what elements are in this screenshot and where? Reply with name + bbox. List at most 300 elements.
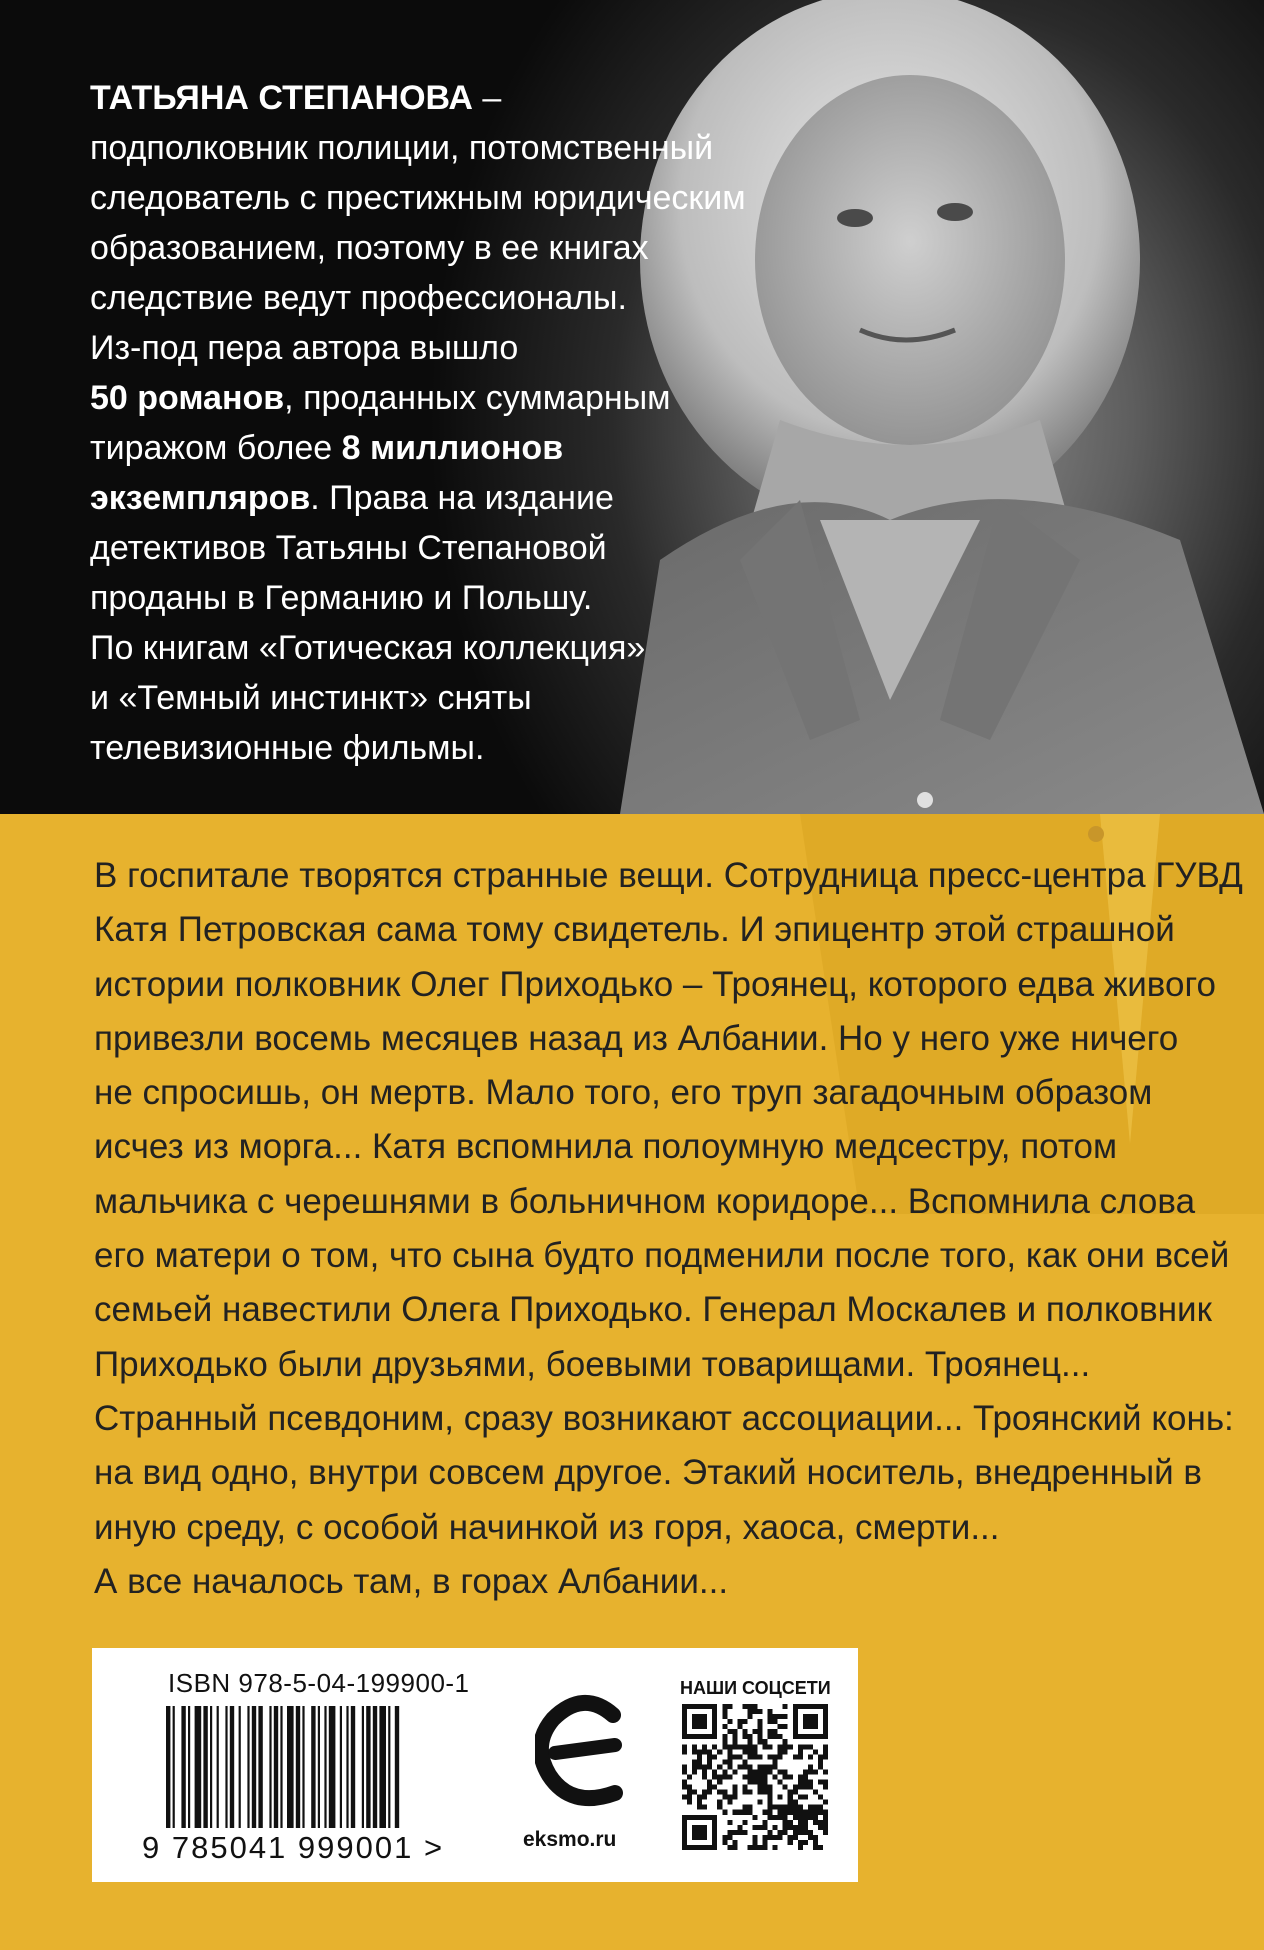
qr-module <box>798 1774 803 1779</box>
qr-module <box>697 1835 702 1840</box>
barcode-bar <box>217 1706 219 1828</box>
qr-module <box>687 1704 692 1709</box>
qr-module <box>752 1825 757 1830</box>
qr-module <box>823 1734 828 1739</box>
qr-module <box>758 1729 763 1734</box>
qr-module <box>803 1820 808 1825</box>
qr-module <box>768 1729 773 1734</box>
qr-module <box>763 1820 768 1825</box>
qr-module <box>697 1845 702 1850</box>
qr-module <box>702 1734 707 1739</box>
qr-module <box>697 1795 702 1800</box>
qr-module <box>823 1724 828 1729</box>
qr-module <box>758 1790 763 1795</box>
qr-module <box>682 1724 687 1729</box>
qr-module <box>813 1835 818 1840</box>
qr-module <box>758 1785 763 1790</box>
qr-module <box>808 1734 813 1739</box>
qr-module <box>798 1744 803 1749</box>
qr-module <box>808 1780 813 1785</box>
qr-module <box>707 1754 712 1759</box>
qr-module <box>722 1810 727 1815</box>
bio-line-rights: экземпляров. Права на издание <box>90 479 614 517</box>
qr-module <box>707 1734 712 1739</box>
qr-module <box>778 1769 783 1774</box>
qr-module <box>778 1810 783 1815</box>
bio-line: детективов Татьяны Степановой <box>90 529 607 567</box>
description-line: не спросишь, он мертв. Мало того, его труп загадочным образом <box>94 1073 1153 1113</box>
qr-module <box>763 1840 768 1845</box>
qr-module <box>798 1785 803 1790</box>
qr-module <box>682 1744 687 1749</box>
qr-module <box>682 1780 687 1785</box>
qr-module <box>707 1764 712 1769</box>
qr-module <box>687 1790 692 1795</box>
qr-module <box>763 1744 768 1749</box>
qr-module <box>722 1704 727 1709</box>
qr-module <box>808 1810 813 1815</box>
qr-module <box>707 1749 712 1754</box>
qr-module <box>778 1830 783 1835</box>
qr-module <box>692 1714 697 1719</box>
barcode-digits: 9 785041 999001 > <box>142 1830 445 1865</box>
qr-module <box>717 1780 722 1785</box>
qr-module <box>697 1734 702 1739</box>
qr-module <box>727 1820 732 1825</box>
description-line: Приходько были друзьями, боевыми товарищами. Троянец... <box>94 1344 1091 1384</box>
barcode-bar <box>379 1706 386 1828</box>
barcode-bar <box>366 1706 370 1828</box>
qr-module <box>803 1719 808 1724</box>
qr-module <box>722 1835 727 1840</box>
qr-module <box>727 1764 732 1769</box>
qr-module <box>747 1704 752 1709</box>
qr-module <box>692 1734 697 1739</box>
qr-module <box>773 1719 778 1724</box>
social-label: НАШИ СОЦСЕТИ <box>680 1678 831 1698</box>
qr-module <box>768 1764 773 1769</box>
qr-module <box>742 1810 747 1815</box>
qr-module <box>712 1815 717 1820</box>
qr-module <box>783 1774 788 1779</box>
qr-module <box>717 1800 722 1805</box>
qr-module <box>687 1815 692 1820</box>
qr-module <box>742 1790 747 1795</box>
qr-module <box>727 1704 732 1709</box>
qr-module <box>692 1704 697 1709</box>
qr-module <box>747 1749 752 1754</box>
qr-module <box>793 1785 798 1790</box>
qr-module <box>783 1820 788 1825</box>
qr-module <box>768 1815 773 1820</box>
qr-module <box>692 1724 697 1729</box>
qr-module <box>793 1815 798 1820</box>
qr-module <box>818 1820 823 1825</box>
qr-module <box>697 1719 702 1724</box>
qr-module <box>798 1795 803 1800</box>
qr-module <box>697 1749 702 1754</box>
qr-module <box>732 1810 737 1815</box>
qr-module <box>682 1830 687 1835</box>
barcode-bar <box>230 1706 234 1828</box>
qr-module <box>758 1774 763 1779</box>
qr-module <box>742 1719 747 1724</box>
qr-module <box>783 1724 788 1729</box>
qr-module <box>803 1724 808 1729</box>
qr-module <box>732 1830 737 1835</box>
qr-module <box>793 1719 798 1724</box>
bio-line-novels: 50 романов, проданных суммарным <box>90 379 671 417</box>
qr-module <box>722 1769 727 1774</box>
qr-module <box>773 1714 778 1719</box>
qr-module <box>722 1724 727 1729</box>
qr-module <box>742 1785 747 1790</box>
qr-module <box>752 1749 757 1754</box>
qr-module <box>763 1774 768 1779</box>
qr-module <box>732 1795 737 1800</box>
bio-line: По книгам «Готическая коллекция» <box>90 629 646 667</box>
author-name: ТАТЬЯНА СТЕПАНОВА <box>90 79 473 117</box>
qr-module <box>788 1790 793 1795</box>
bio-line: телевизионные фильмы. <box>90 729 485 767</box>
qr-module <box>798 1810 803 1815</box>
qr-module <box>692 1845 697 1850</box>
qr-module <box>778 1815 783 1820</box>
qr-module <box>687 1734 692 1739</box>
barcode-bar <box>329 1706 336 1828</box>
qr-module <box>682 1719 687 1724</box>
qr-module <box>687 1774 692 1779</box>
qr-module <box>722 1795 727 1800</box>
qr-module <box>818 1805 823 1810</box>
qr-module <box>798 1780 803 1785</box>
qr-module <box>727 1795 732 1800</box>
qr-module <box>803 1769 808 1774</box>
qr-module <box>742 1830 747 1835</box>
qr-module <box>732 1845 737 1850</box>
description-line: исчез из морга... Катя вспомнила полоумную медсестру, потом <box>94 1127 1118 1167</box>
qr-module <box>763 1739 768 1744</box>
qr-module <box>752 1840 757 1845</box>
description-line: истории полковник Олег Приходько – Троянец, которого едва живого <box>94 964 1216 1004</box>
qr-module <box>727 1719 732 1724</box>
qr-module <box>783 1830 788 1835</box>
qr-module <box>742 1820 747 1825</box>
barcode-bar <box>274 1706 278 1828</box>
qr-module <box>697 1714 702 1719</box>
qr-module <box>768 1800 773 1805</box>
qr-module <box>803 1704 808 1709</box>
qr-module <box>788 1795 793 1800</box>
qr-module <box>697 1830 702 1835</box>
qr-module <box>732 1769 737 1774</box>
qr-module <box>783 1749 788 1754</box>
author-bio <box>90 73 750 773</box>
qr-module <box>773 1845 778 1850</box>
qr-module <box>752 1845 757 1850</box>
qr-module <box>818 1759 823 1764</box>
qr-module <box>702 1815 707 1820</box>
qr-module <box>803 1774 808 1779</box>
barcode-bar <box>362 1706 364 1828</box>
qr-module <box>687 1785 692 1790</box>
qr-module <box>778 1805 783 1810</box>
qr-module <box>702 1790 707 1795</box>
qr-module <box>798 1734 803 1739</box>
qr-module <box>752 1754 757 1759</box>
barcode-bar <box>318 1706 320 1828</box>
qr-module <box>803 1785 808 1790</box>
qr-module <box>737 1744 742 1749</box>
qr-module <box>783 1704 788 1709</box>
qr-module <box>682 1845 687 1850</box>
qr-module <box>773 1825 778 1830</box>
qr-module <box>727 1754 732 1759</box>
qr-module <box>747 1845 752 1850</box>
barcode-icon <box>164 1706 474 1828</box>
qr-module <box>773 1734 778 1739</box>
qr-module <box>788 1810 793 1815</box>
qr-module <box>778 1714 783 1719</box>
qr-module <box>737 1810 742 1815</box>
qr-module <box>692 1764 697 1769</box>
qr-module <box>808 1785 813 1790</box>
qr-module <box>823 1825 828 1830</box>
qr-module <box>702 1764 707 1769</box>
barcode-bar <box>351 1706 355 1828</box>
qr-module <box>768 1790 773 1795</box>
qr-module <box>712 1825 717 1830</box>
barcode-bar <box>258 1706 262 1828</box>
qr-module <box>727 1800 732 1805</box>
qr-module <box>722 1709 727 1714</box>
qr-module <box>793 1714 798 1719</box>
qr-module <box>752 1780 757 1785</box>
qr-module <box>808 1764 813 1769</box>
qr-module <box>773 1754 778 1759</box>
qr-module <box>773 1764 778 1769</box>
barcode-bar <box>166 1706 170 1828</box>
qr-module <box>783 1714 788 1719</box>
qr-module <box>803 1714 808 1719</box>
qr-module <box>692 1815 697 1820</box>
qr-module <box>692 1744 697 1749</box>
qr-module <box>763 1790 768 1795</box>
qr-module <box>813 1769 818 1774</box>
qr-module <box>793 1800 798 1805</box>
qr-module <box>763 1825 768 1830</box>
qr-module <box>717 1805 722 1810</box>
qr-module <box>783 1769 788 1774</box>
qr-module <box>707 1780 712 1785</box>
qr-module <box>692 1759 697 1764</box>
qr-module <box>712 1785 717 1790</box>
qr-module <box>808 1754 813 1759</box>
qr-module <box>823 1810 828 1815</box>
qr-module <box>768 1769 773 1774</box>
qr-module <box>788 1835 793 1840</box>
qr-module <box>793 1729 798 1734</box>
qr-module <box>742 1759 747 1764</box>
qr-module <box>788 1825 793 1830</box>
qr-module <box>722 1759 727 1764</box>
qr-module <box>758 1724 763 1729</box>
qr-module <box>702 1744 707 1749</box>
qr-module <box>742 1744 747 1749</box>
qr-module <box>758 1769 763 1774</box>
qr-module <box>687 1800 692 1805</box>
qr-module <box>737 1764 742 1769</box>
qr-module <box>758 1709 763 1714</box>
qr-module <box>813 1714 818 1719</box>
qr-module <box>727 1830 732 1835</box>
barcode-bar <box>252 1706 256 1828</box>
qr-module <box>697 1825 702 1830</box>
qr-module <box>763 1764 768 1769</box>
qr-module <box>682 1835 687 1840</box>
qr-module <box>798 1820 803 1825</box>
qr-module <box>742 1774 747 1779</box>
qr-module <box>707 1815 712 1820</box>
barcode-panel <box>92 1648 858 1882</box>
qr-module <box>702 1714 707 1719</box>
qr-module <box>682 1709 687 1714</box>
description-line: А все началось там, в горах Албании... <box>94 1561 729 1601</box>
qr-module <box>737 1724 742 1729</box>
qr-module <box>692 1719 697 1724</box>
description-line: на вид одно, внутри совсем другое. Этакий носитель, внедренный в <box>94 1453 1202 1493</box>
qr-module <box>707 1790 712 1795</box>
qr-module <box>707 1845 712 1850</box>
qr-module <box>793 1810 798 1815</box>
qr-code-icon <box>682 1704 828 1850</box>
qr-module <box>808 1744 813 1749</box>
qr-module <box>793 1835 798 1840</box>
description-line: семьей навестили Олега Приходько. Генерал Москалев и полковник <box>94 1290 1212 1330</box>
qr-module <box>823 1744 828 1749</box>
qr-module <box>682 1714 687 1719</box>
qr-module <box>727 1759 732 1764</box>
qr-module <box>818 1810 823 1815</box>
qr-module <box>813 1704 818 1709</box>
qr-module <box>803 1840 808 1845</box>
qr-module <box>778 1724 783 1729</box>
qr-module <box>712 1714 717 1719</box>
qr-module <box>747 1790 752 1795</box>
qr-module <box>798 1830 803 1835</box>
qr-module <box>712 1719 717 1724</box>
qr-module <box>722 1744 727 1749</box>
qr-module <box>722 1840 727 1845</box>
qr-module <box>813 1805 818 1810</box>
qr-module <box>702 1704 707 1709</box>
bio-line: следователь с престижным юридическим <box>90 179 746 217</box>
qr-module <box>823 1704 828 1709</box>
qr-module <box>682 1769 687 1774</box>
qr-module <box>768 1709 773 1714</box>
qr-module <box>813 1820 818 1825</box>
qr-module <box>823 1820 828 1825</box>
description-line: Странный псевдоним, сразу возникают ассоциации... Троянский конь: <box>94 1398 1234 1438</box>
qr-module <box>722 1734 727 1739</box>
qr-module <box>758 1754 763 1759</box>
qr-module <box>803 1810 808 1815</box>
qr-module <box>783 1805 788 1810</box>
qr-module <box>818 1764 823 1769</box>
qr-module <box>702 1724 707 1729</box>
qr-module <box>692 1825 697 1830</box>
qr-module <box>768 1734 773 1739</box>
qr-module <box>747 1780 752 1785</box>
qr-module <box>818 1754 823 1759</box>
qr-module <box>712 1744 717 1749</box>
qr-module <box>768 1719 773 1724</box>
qr-module <box>808 1704 813 1709</box>
qr-module <box>823 1709 828 1714</box>
qr-module <box>682 1820 687 1825</box>
qr-module <box>682 1734 687 1739</box>
qr-module <box>702 1749 707 1754</box>
qr-module <box>712 1769 717 1774</box>
qr-module <box>687 1845 692 1850</box>
qr-module <box>727 1774 732 1779</box>
qr-module <box>788 1820 793 1825</box>
qr-module <box>823 1785 828 1790</box>
qr-module <box>798 1749 803 1754</box>
qr-module <box>763 1785 768 1790</box>
qr-module <box>752 1835 757 1840</box>
qr-module <box>803 1815 808 1820</box>
qr-module <box>692 1769 697 1774</box>
qr-module <box>722 1774 727 1779</box>
qr-module <box>687 1795 692 1800</box>
qr-module <box>768 1744 773 1749</box>
qr-module <box>727 1744 732 1749</box>
eksmo-logo-icon <box>535 1693 631 1813</box>
bio-line-copies: тиражом более 8 миллионов <box>90 429 564 467</box>
qr-module <box>823 1714 828 1719</box>
qr-module <box>737 1754 742 1759</box>
barcode-bar <box>346 1706 348 1828</box>
qr-module <box>712 1704 717 1709</box>
qr-module <box>712 1734 717 1739</box>
qr-module <box>808 1805 813 1810</box>
barcode-bar <box>195 1706 202 1828</box>
qr-module <box>783 1739 788 1744</box>
qr-module <box>773 1774 778 1779</box>
qr-module <box>808 1714 813 1719</box>
qr-module <box>682 1704 687 1709</box>
qr-module <box>742 1729 747 1734</box>
qr-module <box>697 1759 702 1764</box>
description-section <box>0 814 1264 1950</box>
qr-module <box>697 1764 702 1769</box>
qr-module <box>763 1810 768 1815</box>
qr-module <box>818 1795 823 1800</box>
qr-module <box>788 1805 793 1810</box>
qr-module <box>758 1800 763 1805</box>
qr-module <box>768 1785 773 1790</box>
qr-module <box>808 1724 813 1729</box>
qr-module <box>742 1704 747 1709</box>
qr-module <box>783 1744 788 1749</box>
qr-module <box>808 1835 813 1840</box>
qr-module <box>788 1744 793 1749</box>
bio-line: Из-под пера автора вышло <box>90 329 519 367</box>
qr-module <box>803 1744 808 1749</box>
bio-line: подполковник полиции, потомственный <box>90 129 714 167</box>
qr-module <box>752 1769 757 1774</box>
